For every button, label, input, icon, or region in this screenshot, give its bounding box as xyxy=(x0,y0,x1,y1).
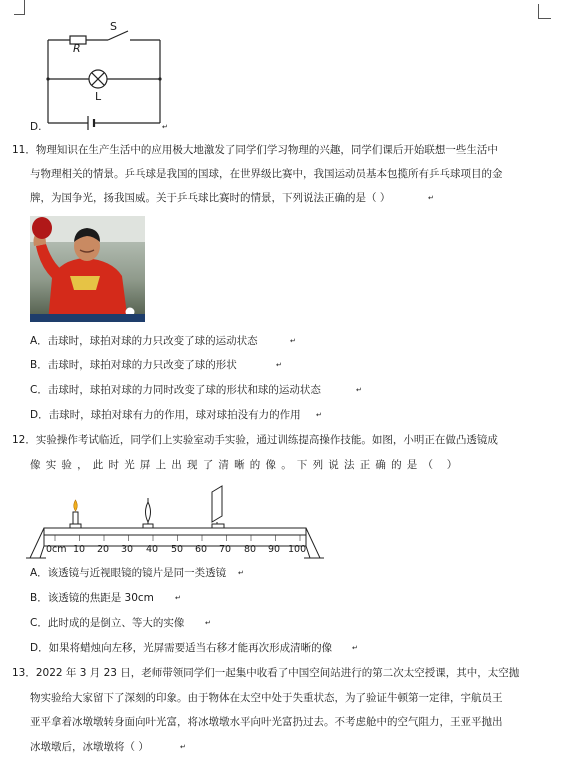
paragraph-mark: ↵ xyxy=(316,411,322,419)
bench-tick-label: 100 xyxy=(288,544,307,555)
paragraph-mark: ↵ xyxy=(175,594,181,602)
q10-option-d-label: D. xyxy=(30,121,42,133)
q11-stem-line-1: 11．物理知识在生产生活中的应用极大地激发了同学们学习物理的兴趣，同学们课后开始联想一些生活中 xyxy=(12,144,498,156)
paragraph-mark: ↵ xyxy=(162,123,168,131)
bench-tick-label: 40 xyxy=(146,544,159,555)
q12-option-d: D．如果将蜡烛向左移，光屏需要适当右移才能再次形成清晰的像 xyxy=(30,642,333,654)
paragraph-mark: ↵ xyxy=(180,743,186,751)
q13-stem-line-4: 冰墩墩后，冰墩墩将（ ） xyxy=(30,741,149,753)
q11-stem-line-2: 与物理相关的情景。乒乓球是我国的国球，在世界级比赛中，我国运动员基本包揽所有乒乓球项目的金 xyxy=(30,168,503,180)
circuit-diagram xyxy=(30,18,180,133)
bench-tick-label: 10 xyxy=(73,544,86,555)
paragraph-mark: ↵ xyxy=(205,619,211,627)
q13-stem-line-1: 13．2022 年 3 月 23 日，老师带领同学们一起集中收看了中国空间站进行的第二次太空授课，其中，太空抛 xyxy=(12,667,520,679)
light-screen xyxy=(212,486,222,522)
q12-option-b: B．该透镜的焦距是 30cm xyxy=(30,592,154,604)
q11-stem-line-3: 牌，为国争光，扬我国威。关于乒乓球比赛时的情景，下列说法正确的是（ ） xyxy=(30,192,391,204)
resistor-label: R xyxy=(73,42,81,55)
bench-tick-label: 50 xyxy=(171,544,184,555)
paragraph-mark: ↵ xyxy=(352,644,358,652)
convex-lens xyxy=(146,502,151,522)
bench-tick-label: 30 xyxy=(121,544,134,555)
bench-tick-label: 0cm xyxy=(46,544,67,555)
switch-label: S xyxy=(110,20,117,33)
paragraph-mark: ↵ xyxy=(290,337,296,345)
bench-tick-label: 60 xyxy=(195,544,208,555)
q12-option-c: C．此时成的是倒立、等大的实像 xyxy=(30,617,185,629)
q11-option-d: D．击球时，球拍对球有力的作用，球对球拍没有力的作用 xyxy=(30,409,301,421)
q11-option-a: A．击球时，球拍对球的力只改变了球的运动状态 xyxy=(30,335,258,347)
q11-option-c: C．击球时，球拍对球的力同时改变了球的形状和球的运动状态 xyxy=(30,384,321,396)
q12-stem-line-2: 像实验，此时光屏上出现了清晰的像。下列说法正确的是（ ） xyxy=(30,459,463,471)
lamp-label: L xyxy=(95,90,102,103)
paddle xyxy=(32,217,52,239)
bench-tick-label: 70 xyxy=(219,544,232,555)
q12-stem-line-1: 12．实验操作考试临近，同学们上实验室动手实验，通过训练提高操作技能。如图，小明正在做凸透镜成 xyxy=(12,434,498,446)
paragraph-mark: ↵ xyxy=(428,194,434,202)
page-corner-mark-right xyxy=(538,4,551,19)
q13-stem-line-3: 亚平拿着冰墩墩转身面向叶光富，将冰墩墩水平向叶光富扔过去。不考虑舱中的空气阻力，王亚平抛出 xyxy=(30,716,503,728)
q11-option-b: B．击球时，球拍对球的力只改变了球的形状 xyxy=(30,359,237,371)
bench-tick-label: 90 xyxy=(268,544,281,555)
paragraph-mark: ↵ xyxy=(238,569,244,577)
paragraph-mark: ↵ xyxy=(356,386,362,394)
paragraph-mark: ↵ xyxy=(276,361,282,369)
q13-stem-line-2: 物实验给大家留下了深刻的印象。由于物体在太空中处于失重状态，为了验证牛顿第一定律，宇航员王 xyxy=(30,692,503,704)
candle xyxy=(73,512,78,524)
page-corner-mark-left xyxy=(14,0,25,15)
table-tennis-photo xyxy=(30,216,145,322)
candle-flame xyxy=(74,500,78,511)
bench-tick-label: 20 xyxy=(97,544,110,555)
q12-option-a: A．该透镜与近视眼镜的镜片是同一类透镜 xyxy=(30,567,227,579)
bench-tick-label: 80 xyxy=(244,544,257,555)
